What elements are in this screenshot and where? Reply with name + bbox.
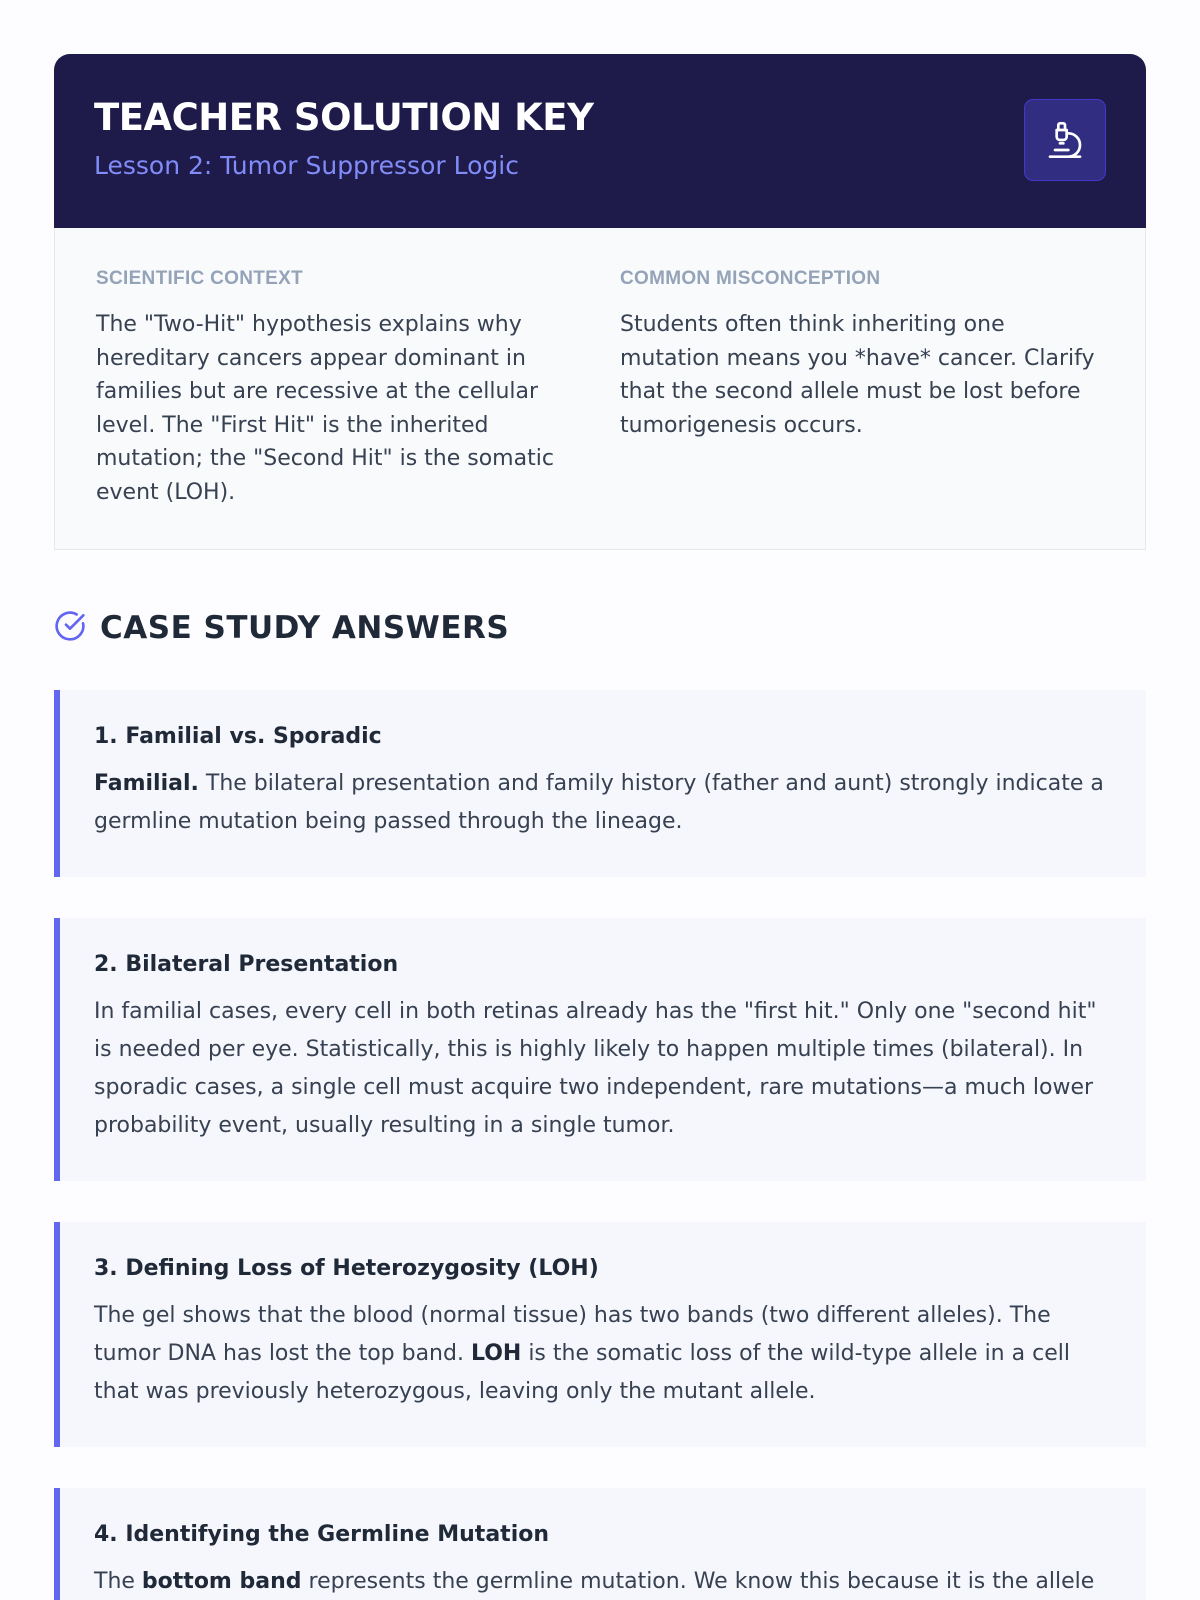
common-misconception bbox=[620, 268, 1104, 549]
lesson-subtitle: Lesson 2: Tumor Suppressor Logic bbox=[94, 150, 519, 180]
answer-segment: bottom band bbox=[141, 1569, 302, 1594]
misconception-heading: COMMON MISCONCEPTION bbox=[620, 268, 881, 289]
microscope-icon bbox=[1024, 99, 1106, 181]
scientific-context-text: The "Two-Hit" hypothesis explains why hereditary cancers appear dominant in families but are recessive at the cellular level. The "First Hit" is the inherited mutation; the "Second Hit" is the somatic event (LOH). bbox=[96, 312, 554, 505]
answer-segment: The bbox=[94, 1569, 142, 1594]
answer-card bbox=[54, 918, 1146, 1181]
answer-text bbox=[94, 1563, 1114, 1600]
answer-title: 1. Familial vs. Sporadic bbox=[94, 724, 382, 749]
answer-title: 3. Defining Loss of Heterozygosity (LOH) bbox=[94, 1256, 599, 1281]
answer-segment: Familial. bbox=[94, 771, 199, 796]
context-panel bbox=[54, 228, 1146, 550]
page-title: TEACHER SOLUTION KEY bbox=[94, 96, 594, 139]
section-title: CASE STUDY ANSWERS bbox=[100, 610, 510, 646]
answer-segment: LOH bbox=[470, 1341, 522, 1366]
answer-title: 2. Bilateral Presentation bbox=[94, 952, 399, 977]
scientific-context bbox=[96, 268, 580, 549]
answer-title: 4. Identifying the Germline Mutation bbox=[94, 1522, 550, 1547]
answer-text bbox=[94, 765, 1114, 841]
answer-card bbox=[54, 690, 1146, 877]
scientific-context-heading: SCIENTIFIC CONTEXT bbox=[96, 268, 304, 289]
answer-text bbox=[94, 993, 1114, 1145]
answer-segment: In familial cases, every cell in both retinas already has the "first hit." Only one "second hit" is needed per eye. Statistically, this is highly likely to happen multiple times (bilateral). In sporadic cases, a single cell must acquire two independent, rare mutations—a much lower probability event, usually resulting in a single tumor. bbox=[94, 999, 1097, 1138]
answer-card bbox=[54, 1222, 1146, 1447]
check-circle-icon bbox=[54, 610, 86, 647]
answer-segment: The bilateral presentation and family history (father and aunt) strongly indicate a germline mutation being passed through the lineage. bbox=[94, 771, 1104, 834]
header-banner bbox=[54, 54, 1146, 228]
answer-card bbox=[54, 1488, 1146, 1600]
answer-segment: is the somatic loss of the wild-type allele in a cell that was previously heterozygous, leaving only the mutant allele. bbox=[94, 1341, 1070, 1404]
misconception-text: Students often think inheriting one mutation means you *have* cancer. Clarify that the second allele must be lost before tumorigenesis occurs. bbox=[620, 312, 1095, 438]
answer-segment: represents the germline mutation. We know this because it is the allele bbox=[301, 1569, 1095, 1594]
section-header bbox=[54, 608, 1146, 648]
answer-segment: The gel shows that the blood (normal tissue) has two bands (two different alleles). The tumor DNA has lost the top band. bbox=[94, 1303, 1051, 1366]
answers-list bbox=[54, 690, 1146, 1600]
answer-text bbox=[94, 1297, 1114, 1411]
